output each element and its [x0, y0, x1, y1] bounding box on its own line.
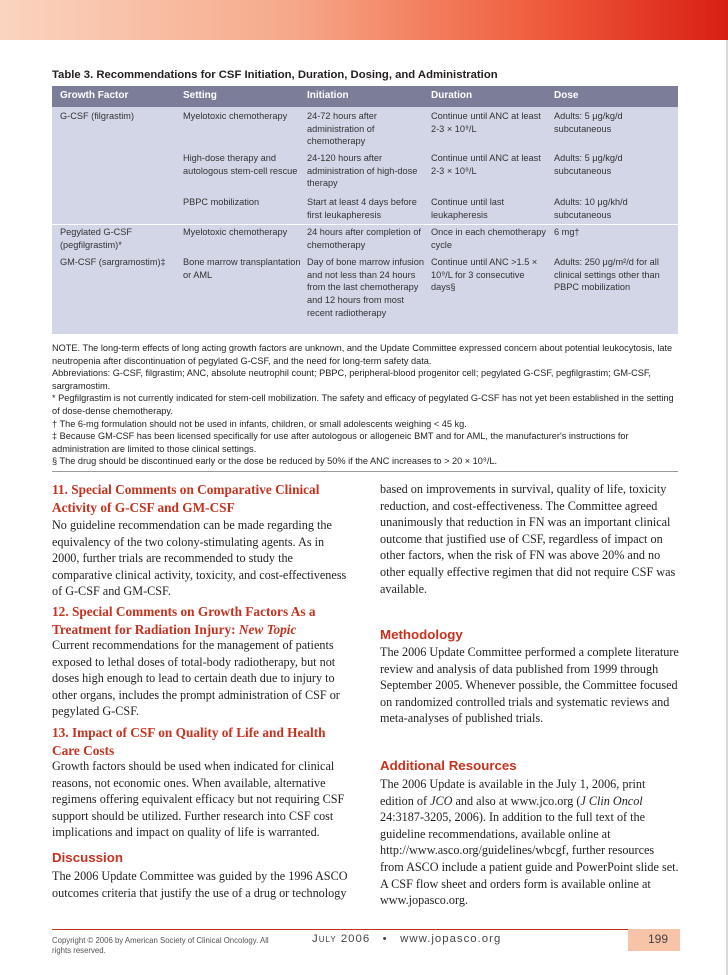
table-title: Table 3. Recommendations for CSF Initiation, Duration, Dosing, and Administration — [52, 69, 498, 81]
table-cell: Adults: 5 μg/kg/d subcutaneous — [554, 153, 623, 176]
table-notes — [52, 342, 680, 468]
journal-info — [312, 933, 501, 945]
table-cell: Myelotoxic chemotherapy — [183, 111, 288, 121]
footer-rule — [52, 929, 680, 930]
section-12-body: Current recommendations for the management of patients exposed to lethal doses of total-body radiotherapy, but not doses high enough to lead to certain death due to injury to other organs, includes the prompt administration of CSF or pegylated G-CSF. — [52, 638, 340, 719]
top-color-band — [0, 0, 728, 40]
table-note: † The 6-mg formulation should not be used in infants, children, or small adolescents weighing < 45 kg. — [52, 418, 467, 429]
resources-text: The 2006 Update is available in the July 1, 2006, print edition of — [380, 777, 646, 808]
header-initiation: Initiation — [307, 90, 349, 101]
section-11-heading: 11. Special Comments on Comparative Clinical Activity of G-CSF and GM-CSF — [52, 482, 320, 515]
table-cell: Myelotoxic chemotherapy — [183, 227, 288, 237]
table-cell: High-dose therapy and autologous stem-cell rescue — [183, 153, 298, 176]
citation-journal: J Clin Oncol — [580, 793, 643, 808]
table-note: § The drug should be discontinued early or the dose be reduced by 50% if the ANC increases to > 20 × 10⁹/L. — [52, 456, 498, 467]
table-cell: Pegylated G-CSF (pegfilgrastim)* — [60, 227, 132, 250]
section-12-heading-text: 12. Special Comments on Growth Factors As a Treatment for Radiation Injury: — [52, 604, 316, 637]
table-cell: Start at least 4 days before first leukapheresis — [307, 197, 417, 220]
table-cell: Continue until ANC at least 2-3 × 10⁹/L — [431, 153, 541, 176]
table-cell: Day of bone marrow infusion and not less than 24 hours from the last chemotherapy and 12 hours from most recent radiotherapy — [307, 257, 424, 318]
table-cell: Continue until last leukapheresis — [431, 197, 505, 220]
table-cell: GM-CSF (sargramostim)‡ — [60, 257, 166, 267]
methodology-heading: Methodology — [380, 627, 463, 642]
section-13-body: Growth factors should be used when indicated for clinical reasons, not economic ones. When available, alternative regimens offering equivalent efficacy but not requiring CSF support should be utilized. Further research into CSF cost implications and impact on quality of life is warranted. — [52, 759, 345, 840]
header-setting: Setting — [183, 90, 217, 101]
table-note: * Pegfilgrastim is not currently indicated for stem-cell mobilization. The safety and efficacy of pegylated G-CSF has not yet been established in the setting of dose-dense chemotherapy. — [52, 393, 674, 416]
resources-text: and also at www.jco.org ( — [452, 793, 581, 808]
header-dose: Dose — [554, 90, 579, 101]
copyright-notice: Copyright © 2006 by American Society of Clinical Oncology. All rights reserved. — [52, 936, 269, 955]
table-note: NOTE. The long-term effects of long acting growth factors are unknown, and the Update Committee expressed concern about potential leukocytosis, late neutropenia after discontinuation of pegylated G-CSF, and the need for long-term safety data. — [52, 343, 673, 366]
table-header-row — [52, 86, 678, 107]
row-separator — [52, 224, 678, 225]
section-11-body: No guideline recommendation can be made regarding the equivalency of the two colony-stimulating agents. As in 2000, further trials are recommended to study the comparative clinical activity, toxicity, and cost-effectiveness of G-CSF and GM-CSF. — [52, 518, 347, 599]
table-cell: 24 hours after completion of chemotherapy — [307, 227, 421, 250]
table-cell: Continue until ANC at least 2-3 × 10⁹/L — [431, 111, 541, 134]
table-cell: Adults: 10 μg/kh/d subcutaneous — [554, 197, 628, 220]
table-cell: 24-72 hours after administration of chemotherapy — [307, 111, 377, 147]
discussion-heading: Discussion — [52, 850, 123, 865]
table-cell: Once in each chemotherapy cycle — [431, 227, 546, 250]
discussion-body: The 2006 Update Committee was guided by the 1996 ASCO outcomes criteria that justify the use of a drug or technology — [52, 869, 348, 900]
methodology-body: The 2006 Update Committee performed a complete literature review and analysis of data published from 1999 through September 2005. Whenever possible, the Committee focused on randomized controlled trials and systematic reviews and meta-analyses of published trials. — [380, 645, 679, 726]
table-cell: PBPC mobilization — [183, 197, 260, 207]
journal-url: www.jopasco.org — [400, 933, 502, 945]
section-13-heading: 13. Impact of CSF on Quality of Life and Health Care Costs — [52, 725, 326, 758]
section-12-heading — [52, 603, 352, 638]
page-number: 199 — [648, 932, 669, 946]
table-cell: Adults: 250 μg/m²/d for all clinical settings other than PBPC mobilization — [554, 257, 660, 293]
footer-bullet: • — [382, 933, 388, 945]
resources-heading: Additional Resources — [380, 758, 517, 773]
table-cell: Continue until ANC >1.5 × 10⁹/L for 3 consecutive days§ — [431, 257, 538, 293]
table-cell: Adults: 5 μg/kg/d subcutaneous — [554, 111, 623, 134]
resources-text: 24:3187-3205, 2006). In addition to the full text of the guideline recommendations, available online at http://www.asco.org/guidelines/wbcgf, further resources from ASCO include a patient guide and PowerPoint slide set. A CSF flow sheet and orders form is available online at www.jopasco.org. — [380, 810, 679, 908]
resources-body — [380, 776, 680, 909]
jco-title: JCO — [430, 793, 453, 808]
section-12-heading-new-topic: New Topic — [238, 621, 297, 637]
table-cell: 6 mg† — [554, 227, 580, 237]
header-growth-factor: Growth Factor — [60, 90, 129, 101]
table-cell: G-CSF (filgrastim) — [60, 111, 135, 121]
table-cell: 24-120 hours after administration of high-dose therapy — [307, 153, 418, 189]
table-note: Abbreviations: G-CSF, filgrastim; ANC, absolute neutrophil count; PBPC, peripheral-blood progenitor cell; pegylated G-CSF, pegfilgrastim; GM-CSF, sargramostim. — [52, 368, 651, 391]
discussion-continued: based on improvements in survival, quality of life, toxicity reduction, and cost-effectiveness. The Committee agreed unanimously that reduction in FN was an important clinical outcome that justified use of CSF, regardless of impact on other factors, when the risk of FN was above 20% and no other equally effective regimen that did not require CSF was available. — [380, 482, 676, 596]
table-note: ‡ Because GM-CSF has been licensed specifically for use after autologous or allogeneic BMT and for AML, the manufacturer's instructions for administration are limited to those clinical settings. — [52, 431, 629, 454]
issue-date: July 2006 — [312, 933, 371, 945]
divider — [52, 471, 678, 472]
table-cell: Bone marrow transplantation or AML — [183, 257, 301, 280]
header-duration: Duration — [431, 90, 473, 101]
